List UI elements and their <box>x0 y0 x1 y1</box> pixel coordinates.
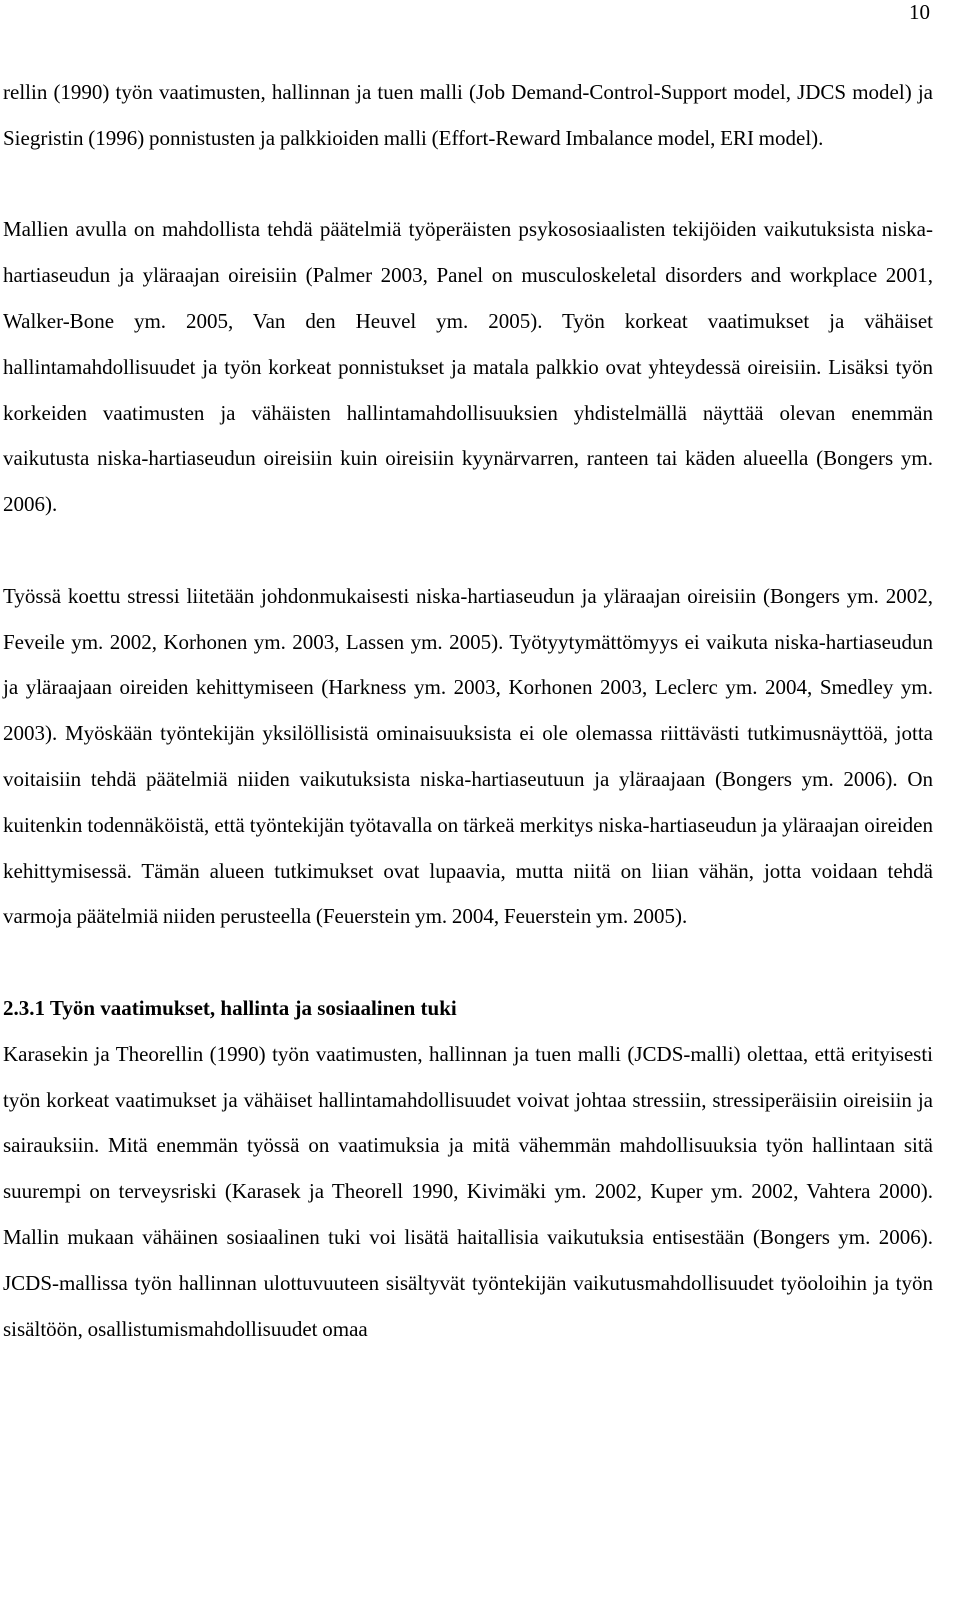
document-body <box>3 70 933 1352</box>
paragraph-stress: Työssä koettu stressi liitetään johdonmukaisesti niska-hartiaseudun ja yläraajan oireisiin (Bongers ym. 2002, Feveile ym. 2002, Korhonen ym. 2003, Lassen ym. 2005). Työtyytymättömyys ei vaikuta niska-hartiaseudun ja yläraajaan oireiden kehittymiseen (Harkness ym. 2003, Korhonen 2003, Leclerc ym. 2004, Smedley ym. 2003). Myöskään työntekijän yksilöllisistä ominaisuuksista ei ole olemassa riittävästi tutkimusnäyttöä, jotta voitaisiin tehdä päätelmiä niiden vaikutuksista niska-hartiaseutuun ja yläraajaan (Bongers ym. 2006). On kuitenkin todennäköistä, että työntekijän työtavalla on tärkeä merkitys niska-hartiaseudun ja yläraajan oireiden kehittymisessä. Tämän alueen tutkimukset ovat lupaavia, mutta niitä on liian vähän, jotta voidaan tehdä varmoja päätelmiä niiden perusteella (Feuerstein ym. 2004, Feuerstein ym. 2005). <box>3 583 933 929</box>
page-number: 10 <box>909 0 930 24</box>
paragraph-intro-continuation: rellin (1990) työn vaatimusten, hallinnan ja tuen malli (Job Demand-Control-Support model, JDCS model) ja Siegristin (1996) ponnistusten ja palkkioiden malli (Effort-Reward Imbalance model, ERI model). <box>3 80 933 150</box>
paragraph-models: Mallien avulla on mahdollista tehdä päätelmiä työperäisten psykososiaalisten tekijöiden vaikutuksista niska-hartiaseudun ja yläraajan oireisiin (Palmer 2003, Panel on musculoskeletal disorders and workplace 2001, Walker-Bone ym. 2005, Van den Heuvel ym. 2005). Työn korkeat vaatimukset ja vähäiset hallintamahdollisuudet ja työn korkeat ponnistukset ja matala palkkio ovat yhteydessä oireisiin. Lisäksi työn korkeiden vaatimusten ja vähäisten hallintamahdollisuuksien yhdistelmällä näyttää olevan enemmän vaikutusta niska-hartiaseudun oireisiin kuin oireisiin kyynärvarren, ranteen tai käden alueella (Bongers ym. 2006). <box>3 217 933 517</box>
section-heading: 2.3.1 Työn vaatimukset, hallinta ja sosiaalinen tuki <box>3 995 457 1020</box>
paragraph-jcds-model: Karasekin ja Theorellin (1990) työn vaatimusten, hallinnan ja tuen malli (JCDS-malli) olettaa, että erityisesti työn korkeat vaatimukset ja vähäiset hallintamahdollisuudet voivat johtaa stressiin, stressiperäisiin oireisiin ja sairauksiin. Mitä enemmän työssä on vaatimuksia ja mitä vähemmän mahdollisuuksia työn hallintaan sitä suurempi on terveysriski (Karasek ja Theorell 1990, Kivimäki ym. 2002, Kuper ym. 2002, Vahtera 2000). Mallin mukaan vähäinen sosiaalinen tuki voi lisätä haitallisia vaikutuksia entisestään (Bongers ym. 2006). JCDS-mallissa työn hallinnan ulottuvuuteen sisältyvät työntekijän vaikutusmahdollisuudet työoloihin ja työn sisältöön, osallistumismahdollisuudet omaa <box>3 1041 933 1341</box>
